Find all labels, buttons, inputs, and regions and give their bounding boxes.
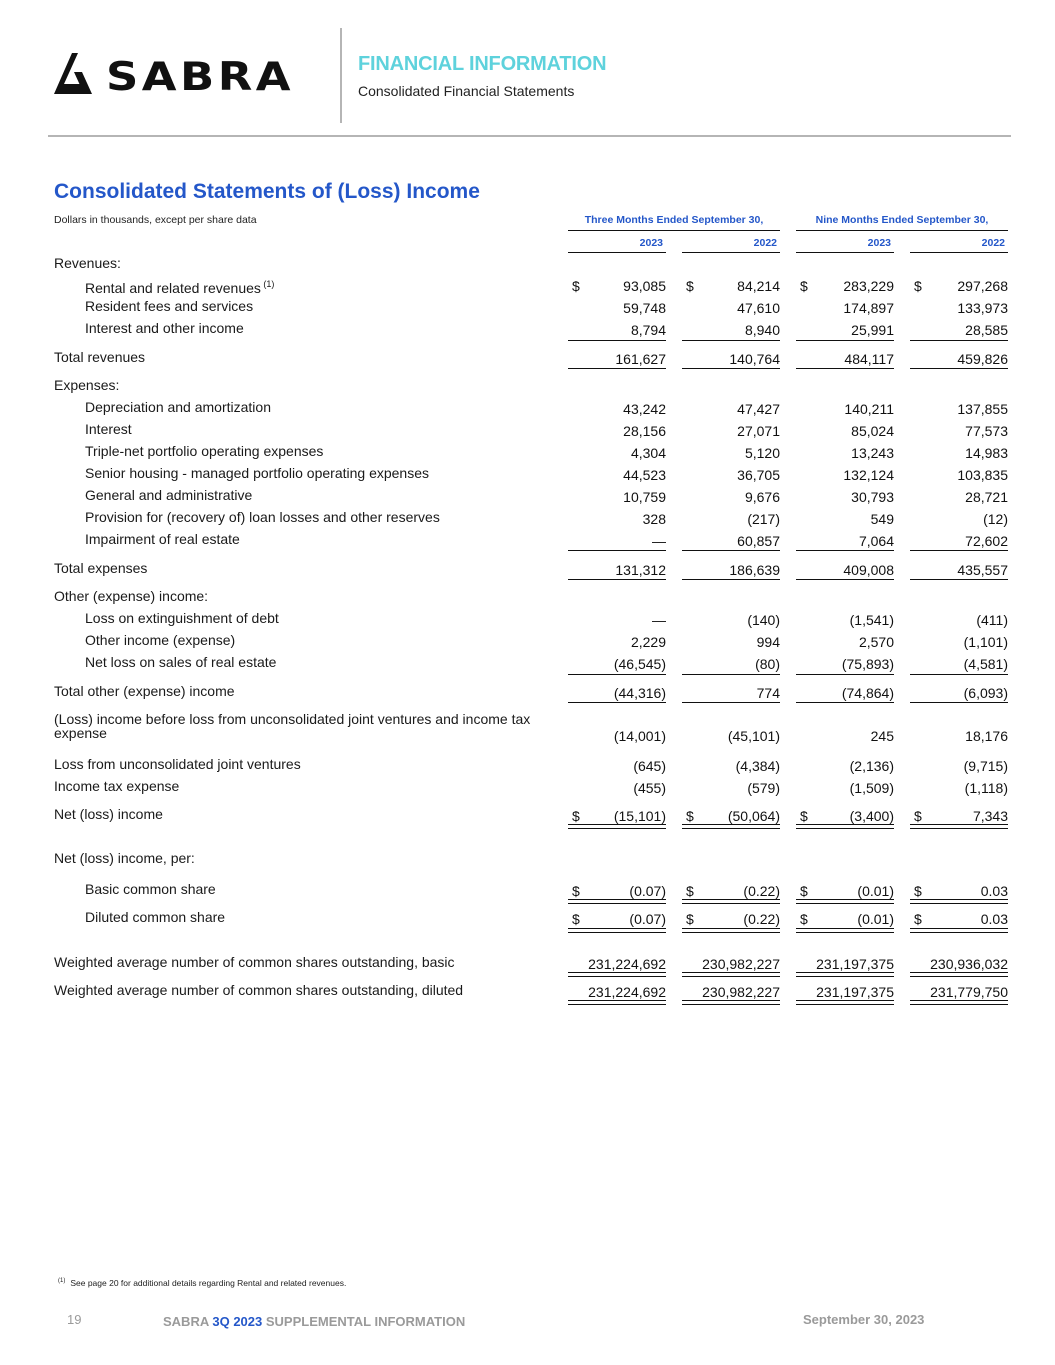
currency-symbol: $ [800,278,808,294]
table-cell: 231,197,375 [816,984,894,1000]
double-underline [796,972,894,977]
table-cell: 30,793 [851,489,894,505]
double-underline [568,972,666,977]
year-rule [796,252,894,253]
row-label: Other (expense) income: [54,588,209,604]
units-note: Dollars in thousands, except per share data [54,214,257,226]
table-cell: 25,991 [851,322,894,338]
double-underline [568,1000,666,1005]
double-underline [910,1000,1008,1005]
period-header-nine-months: Nine Months Ended September 30, [815,214,989,226]
year-header: 2023 [639,237,663,249]
currency-symbol: $ [686,911,694,927]
total-rule [910,674,1008,675]
table-cell: 4,304 [630,445,666,461]
table-cell: 2,570 [858,634,894,650]
table-cell: 774 [756,685,780,701]
currency-symbol: $ [572,278,580,294]
sabra-logo [52,50,297,100]
table-cell: 7,343 [972,808,1008,824]
table-cell: (6,093) [963,685,1008,701]
row-label: Senior housing - managed portfolio operating expenses [85,465,430,481]
table-cell: (75,893) [841,656,894,672]
table-cell: 245 [870,728,894,744]
table-cell: 43,242 [623,401,666,417]
table-cell: 132,124 [843,467,894,483]
table-cell: (645) [633,758,666,774]
table-cell: 47,610 [737,300,780,316]
footer-brand: SABRA 3Q 2023 SUPPLEMENTAL INFORMATION [163,1314,466,1329]
total-rule [682,368,780,369]
table-cell: 28,156 [623,423,666,439]
table-cell: (0.01) [857,883,894,899]
table-cell: 230,936,032 [930,956,1008,972]
total-rule [682,340,780,341]
header-vertical-divider [340,28,342,123]
section-title: FINANCIAL INFORMATION [358,53,607,75]
table-cell: 8,940 [744,322,780,338]
table-cell: 28,721 [965,489,1008,505]
table-cell: 231,224,692 [588,984,666,1000]
row-label: Total revenues [54,349,146,365]
year-rule [682,252,780,253]
double-underline [568,824,666,829]
currency-symbol: $ [572,911,580,927]
total-rule [796,702,894,703]
table-cell: (579) [747,780,780,796]
table-cell: (80) [755,656,780,672]
table-cell: 7,064 [858,533,894,549]
table-cell: 137,855 [957,401,1008,417]
table-cell: (455) [633,780,666,796]
row-label: Interest [85,421,132,437]
table-cell: 44,523 [623,467,666,483]
table-cell: (74,864) [841,685,894,701]
table-cell: (1,541) [849,612,894,628]
currency-symbol: $ [686,278,694,294]
double-underline [682,972,780,977]
table-cell: 409,008 [843,562,894,578]
double-underline [796,1000,894,1005]
double-underline [796,824,894,829]
table-cell: (9,715) [963,758,1008,774]
table-cell: 297,268 [957,278,1008,294]
currency-symbol: $ [914,911,922,927]
table-cell: 2,229 [630,634,666,650]
total-rule [796,550,894,551]
currency-symbol: $ [800,808,808,824]
currency-symbol: $ [686,808,694,824]
total-rule [682,550,780,551]
row-label: Income tax expense [54,778,180,794]
table-cell: 0.03 [980,883,1008,899]
header-divider [48,135,1011,137]
table-cell: (1,101) [963,634,1008,650]
table-cell: 231,197,375 [816,956,894,972]
table-cell: (1,509) [849,780,894,796]
row-label: Expenses: [54,377,120,393]
row-label: Weighted average number of common shares outstanding, diluted [54,982,464,998]
double-underline [682,824,780,829]
table-cell: 186,639 [729,562,780,578]
table-cell: 60,857 [737,533,780,549]
total-rule [910,368,1008,369]
table-cell: 14,983 [965,445,1008,461]
total-rule [568,702,666,703]
table-cell: (4,581) [963,656,1008,672]
total-rule [796,579,894,580]
table-cell: 140,211 [844,401,894,417]
currency-symbol: $ [914,808,922,824]
table-cell: (0.07) [629,883,666,899]
table-cell: — [652,533,666,549]
table-cell: 10,759 [623,489,666,505]
row-label: General and administrative [85,487,253,503]
table-cell: 18,176 [965,728,1008,744]
table-cell: 28,585 [965,322,1008,338]
total-rule [910,702,1008,703]
total-rule [568,579,666,580]
table-cell: (4,384) [735,758,780,774]
page-number: 19 [67,1312,82,1327]
table-cell: 0.03 [980,911,1008,927]
table-cell: — [652,612,666,628]
row-label: Loss on extinguishment of debt [85,610,279,626]
statement-title: Consolidated Statements of (Loss) Income [54,180,480,203]
table-cell: (0.07) [629,911,666,927]
row-label: Revenues: [54,255,121,271]
double-underline [682,899,780,904]
double-underline [910,899,1008,904]
year-rule [910,252,1008,253]
total-rule [682,579,780,580]
table-cell: 231,779,750 [930,984,1008,1000]
table-cell: 230,982,227 [702,984,780,1000]
table-cell: 549 [870,511,894,527]
double-underline [682,1000,780,1005]
year-header: 2022 [753,237,777,249]
table-cell: 13,243 [851,445,894,461]
table-cell: 283,229 [843,278,894,294]
table-cell: (45,101) [727,728,780,744]
table-cell: (44,316) [613,685,666,701]
double-underline [910,972,1008,977]
total-rule [682,674,780,675]
row-label: Diluted common share [85,909,226,925]
section-subtitle: Consolidated Financial Statements [358,83,575,99]
double-underline [682,928,780,933]
table-cell: (0.22) [743,911,780,927]
table-cell: (0.01) [857,911,894,927]
row-label: Net (loss) income, per: [54,850,195,866]
row-label: Provision for (recovery of) loan losses and other reserves [85,509,440,525]
table-cell: 103,835 [957,467,1008,483]
table-cell: (140) [747,612,780,628]
row-label: Loss from unconsolidated joint ventures [54,756,301,772]
footnote: $^{(1)}$ See page 20 for additional details regarding Rental and related revenues. [58,1278,347,1288]
total-rule [910,550,1008,551]
total-rule [910,579,1008,580]
total-rule [682,702,780,703]
table-cell: 27,071 [737,423,780,439]
row-label: Weighted average number of common shares outstanding, basic [54,954,455,970]
total-rule [568,550,666,551]
table-cell: 59,748 [623,300,666,316]
currency-symbol: $ [572,883,580,899]
total-rule [568,340,666,341]
row-label: Rental and related revenues $^{(1)}$ [85,279,275,296]
table-cell: 93,085 [623,278,666,294]
year-rule [568,252,666,253]
table-cell: 131,312 [615,562,666,578]
currency-symbol: $ [914,278,922,294]
row-label: Other income (expense) [85,632,236,648]
year-header: 2023 [867,237,891,249]
row-label: Resident fees and services [85,298,254,314]
table-cell: 8,794 [630,322,666,338]
table-cell: (15,101) [613,808,666,824]
table-cell: (217) [747,511,780,527]
table-cell: (1,118) [964,780,1008,796]
table-cell: (50,064) [727,808,780,824]
period-rule [796,230,1008,231]
table-cell: 230,982,227 [702,956,780,972]
table-cell: 72,602 [965,533,1008,549]
period-rule [568,230,780,231]
table-cell: (411) [976,612,1008,628]
row-label: Total expenses [54,560,148,576]
row-label: Impairment of real estate [85,531,240,547]
row-label: Interest and other income [85,320,244,336]
total-rule [796,340,894,341]
double-underline [568,928,666,933]
total-rule [796,674,894,675]
footer-date: September 30, 2023 [803,1312,925,1327]
table-cell: 47,427 [737,401,780,417]
double-underline [910,928,1008,933]
double-underline [568,899,666,904]
total-rule [910,340,1008,341]
table-cell: (2,136) [849,758,894,774]
table-cell: 85,024 [851,423,894,439]
table-cell: 459,826 [957,351,1008,367]
row-label: Basic common share [85,881,216,897]
total-rule [568,368,666,369]
logo-wordmark: SABRA [106,55,294,100]
period-header-three-months: Three Months Ended September 30, [584,214,764,226]
table-cell: 328 [642,511,666,527]
currency-symbol: $ [800,883,808,899]
table-cell: (12) [983,511,1008,527]
table-cell: 84,214 [737,278,780,294]
currency-symbol: $ [800,911,808,927]
table-cell: 231,224,692 [588,956,666,972]
table-cell: 77,573 [965,423,1008,439]
double-underline [796,899,894,904]
row-label: Triple-net portfolio operating expenses [85,443,324,459]
table-cell: 484,117 [844,351,894,367]
table-cell: 161,627 [615,351,666,367]
double-underline [796,928,894,933]
row-label: (Loss) income before loss from unconsolidated joint ventures and income tax expense [54,711,531,741]
table-cell: 140,764 [729,351,780,367]
row-label: Depreciation and amortization [85,399,271,415]
table-cell: 9,676 [744,489,780,505]
table-cell: 174,897 [843,300,894,316]
table-cell: (3,400) [849,808,894,824]
table-cell: 435,557 [957,562,1008,578]
row-label: Net (loss) income [54,806,163,822]
currency-symbol: $ [686,883,694,899]
row-label: Total other (expense) income [54,683,235,699]
total-rule [568,674,666,675]
year-header: 2022 [981,237,1005,249]
table-cell: 5,120 [744,445,780,461]
row-label: Net loss on sales of real estate [85,654,277,670]
table-cell: (14,001) [613,728,666,744]
currency-symbol: $ [572,808,580,824]
table-cell: 133,973 [957,300,1008,316]
double-underline [910,824,1008,829]
table-cell: 36,705 [737,467,780,483]
table-cell: 994 [756,634,780,650]
table-cell: (0.22) [743,883,780,899]
total-rule [796,368,894,369]
table-cell: (46,545) [613,656,666,672]
currency-symbol: $ [914,883,922,899]
